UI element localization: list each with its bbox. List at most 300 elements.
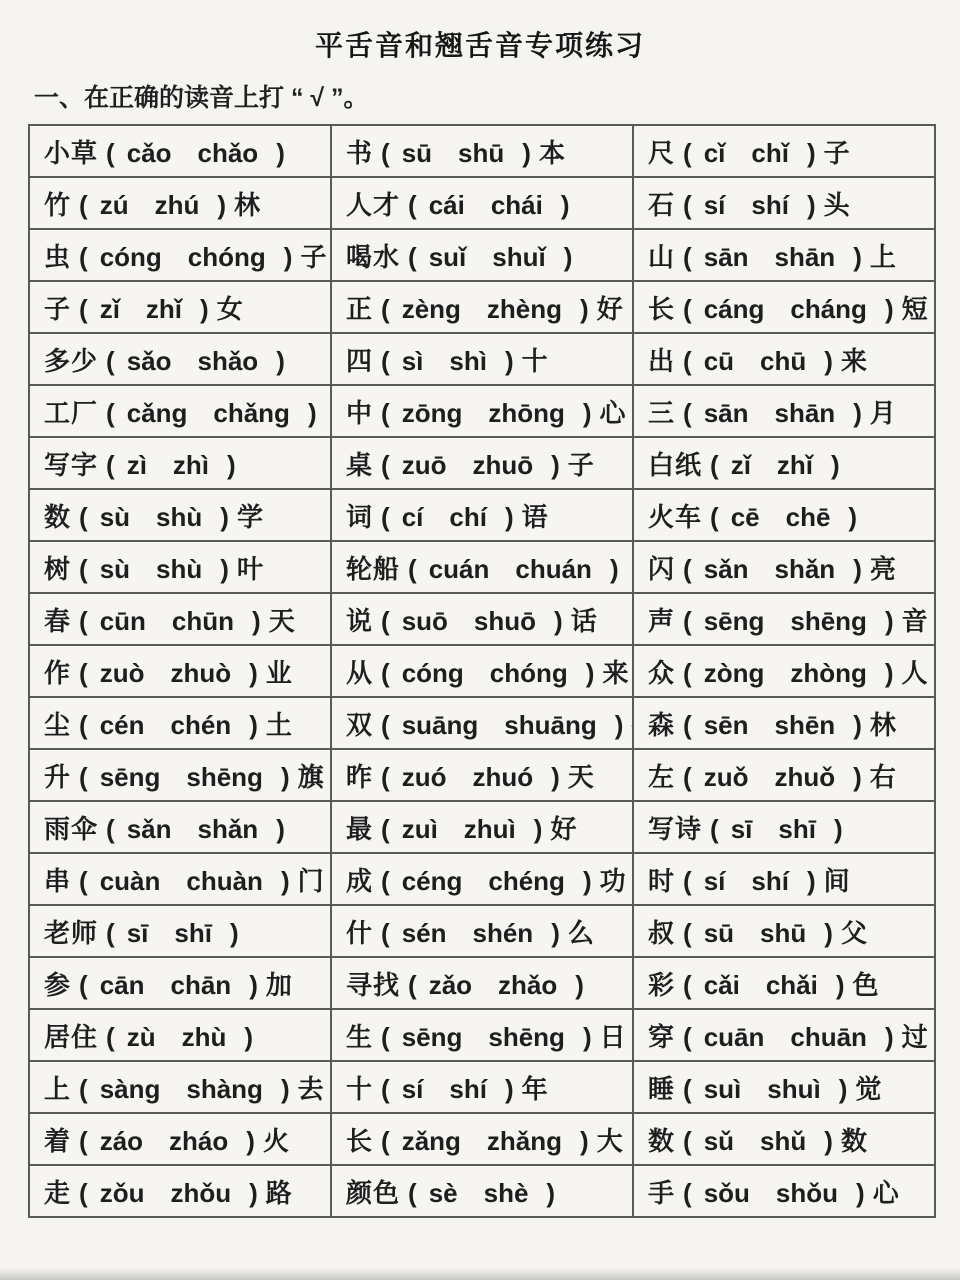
hanzi-suffix: 林 xyxy=(234,189,261,220)
pinyin-option-2: zhuǒ xyxy=(774,761,836,792)
table-row xyxy=(29,1165,935,1217)
paren-open: ( xyxy=(106,449,115,480)
exercise-cell xyxy=(331,905,633,957)
pinyin-option-2: zhú xyxy=(154,189,200,220)
paren-close: ) xyxy=(585,657,595,688)
hanzi-prefix: 词 xyxy=(346,501,374,532)
exercise-cell xyxy=(331,1061,633,1113)
pinyin-exercise-table xyxy=(28,124,936,1218)
paren-close: ) xyxy=(582,865,592,896)
hanzi-prefix: 着 xyxy=(44,1125,72,1156)
table-row xyxy=(29,1061,935,1113)
pinyin-option-1: sí xyxy=(703,865,726,896)
exercise-cell xyxy=(633,541,935,593)
hanzi-suffix: 去 xyxy=(297,1073,324,1104)
pinyin-option-2: zhǎo xyxy=(498,969,558,1000)
hanzi-prefix: 桌 xyxy=(346,449,374,480)
paren-open: ( xyxy=(79,1125,88,1156)
paren-open: ( xyxy=(381,501,390,532)
paren-open: ( xyxy=(381,709,390,740)
paren-close: ) xyxy=(575,969,584,1000)
pinyin-option-2: shén xyxy=(472,917,534,948)
paren-close: ) xyxy=(551,917,560,948)
exercise-cell xyxy=(633,957,935,1009)
hanzi-suffix: 心 xyxy=(599,397,626,428)
exercise-cell xyxy=(331,801,633,853)
exercise-cell xyxy=(331,749,633,801)
hanzi-suffix: 大 xyxy=(596,1125,623,1156)
hanzi-suffix: 好 xyxy=(596,293,623,324)
hanzi-prefix: 作 xyxy=(44,657,72,688)
hanzi-suffix: 间 xyxy=(823,865,850,896)
hanzi-prefix: 十 xyxy=(346,1073,374,1104)
hanzi-prefix: 出 xyxy=(648,345,676,376)
pinyin-option-1: sǎo xyxy=(126,345,172,376)
pinyin-option-1: sǎn xyxy=(126,813,172,844)
pinyin-option-1: cǎo xyxy=(126,137,172,168)
paren-open: ( xyxy=(710,449,719,480)
exercise-cell xyxy=(331,645,633,697)
pinyin-option-1: zì xyxy=(126,449,147,480)
pinyin-option-2: shǒu xyxy=(775,1177,839,1208)
paren-close: ) xyxy=(582,1021,592,1052)
paren-close: ) xyxy=(831,449,840,480)
paren-close: ) xyxy=(522,137,531,168)
pinyin-option-1: cóng xyxy=(99,241,162,272)
paren-close: ) xyxy=(833,813,843,844)
exercise-cell xyxy=(29,177,331,229)
paren-close: ) xyxy=(806,137,816,168)
pinyin-option-1: zǒu xyxy=(99,1177,145,1208)
exercise-cell xyxy=(29,229,331,281)
pinyin-option-2: zhèng xyxy=(486,293,563,324)
paren-open: ( xyxy=(381,1125,390,1156)
paren-open: ( xyxy=(683,241,692,272)
exercise-cell xyxy=(633,905,935,957)
hanzi-prefix: 尺 xyxy=(648,137,676,168)
pinyin-option-2: chuàn xyxy=(186,865,263,896)
pinyin-option-1: sí xyxy=(401,1073,424,1104)
paren-close: ) xyxy=(276,137,285,168)
paren-close: ) xyxy=(806,189,816,220)
pinyin-option-2: zháo xyxy=(169,1125,229,1156)
pinyin-option-2: shuō xyxy=(473,605,537,636)
pinyin-option-1: sǔ xyxy=(703,1125,735,1156)
exercise-cell xyxy=(331,1009,633,1061)
table-row xyxy=(29,645,935,697)
hanzi-suffix: 来 xyxy=(602,657,629,688)
exercise-cell xyxy=(29,385,331,437)
paren-open: ( xyxy=(683,1073,692,1104)
paren-close: ) xyxy=(563,241,573,272)
pinyin-option-1: zèng xyxy=(401,293,461,324)
pinyin-option-2: chūn xyxy=(171,605,235,636)
pinyin-option-1: zuó xyxy=(401,761,447,792)
hanzi-prefix: 声 xyxy=(648,605,676,636)
pinyin-option-2: zhǐ xyxy=(776,449,814,480)
pinyin-option-2: zhì xyxy=(172,449,210,480)
pinyin-option-1: záo xyxy=(99,1125,144,1156)
paren-close: ) xyxy=(580,1125,589,1156)
pinyin-option-2: zhuì xyxy=(463,813,516,844)
pinyin-option-1: sù xyxy=(99,501,131,532)
paren-close: ) xyxy=(824,345,833,376)
hanzi-prefix: 火车 xyxy=(648,501,703,532)
pinyin-option-2: shuì xyxy=(767,1073,821,1104)
hanzi-prefix: 森 xyxy=(648,709,676,740)
paren-close: ) xyxy=(848,501,858,532)
hanzi-prefix: 三 xyxy=(648,397,676,428)
pinyin-option-2: shù xyxy=(156,553,203,584)
paren-close: ) xyxy=(504,501,514,532)
pinyin-option-1: zǐ xyxy=(99,293,120,324)
pinyin-option-2: chí xyxy=(449,501,487,532)
paren-open: ( xyxy=(683,1125,692,1156)
hanzi-prefix: 数 xyxy=(648,1125,676,1156)
paren-open: ( xyxy=(79,605,88,636)
exercise-cell xyxy=(633,229,935,281)
hanzi-prefix: 白纸 xyxy=(648,449,703,480)
hanzi-suffix: 色 xyxy=(852,969,879,1000)
paren-open: ( xyxy=(381,1021,390,1052)
pinyin-option-1: cǎng xyxy=(126,397,188,428)
pinyin-option-1: zuō xyxy=(401,449,447,480)
exercise-cell xyxy=(633,125,935,177)
pinyin-option-2: chē xyxy=(785,501,831,532)
table-row xyxy=(29,1113,935,1165)
pinyin-option-2: shān xyxy=(774,397,836,428)
pinyin-option-1: suì xyxy=(703,1073,742,1104)
pinyin-option-2: shēng xyxy=(186,761,263,792)
pinyin-option-2: zhǎng xyxy=(486,1125,563,1156)
table-row xyxy=(29,541,935,593)
paren-close: ) xyxy=(283,241,293,272)
hanzi-prefix: 山 xyxy=(648,241,676,272)
exercise-cell xyxy=(633,1113,935,1165)
hanzi-suffix: 亮 xyxy=(869,553,896,584)
paren-open: ( xyxy=(79,241,88,272)
paren-open: ( xyxy=(106,813,115,844)
hanzi-prefix: 长 xyxy=(648,293,676,324)
hanzi-prefix: 多少 xyxy=(44,345,99,376)
paren-open: ( xyxy=(106,345,115,376)
paren-close: ) xyxy=(249,709,258,740)
paren-close: ) xyxy=(546,1177,556,1208)
paren-close: ) xyxy=(551,761,560,792)
pinyin-option-1: cí xyxy=(401,501,424,532)
pinyin-option-2: shí xyxy=(449,1073,487,1104)
paren-close: ) xyxy=(582,397,592,428)
exercise-cell xyxy=(29,593,331,645)
pinyin-option-1: cǐ xyxy=(703,137,726,168)
hanzi-prefix: 居住 xyxy=(44,1021,99,1052)
exercise-cell xyxy=(29,645,331,697)
hanzi-prefix: 叔 xyxy=(648,917,676,948)
paren-open: ( xyxy=(683,917,692,948)
pinyin-option-2: chái xyxy=(490,189,543,220)
pinyin-option-1: zú xyxy=(99,189,129,220)
exercise-table-body xyxy=(29,125,935,1217)
exercise-cell xyxy=(633,1061,935,1113)
pinyin-option-2: shuǐ xyxy=(492,241,546,272)
hanzi-suffix: 土 xyxy=(265,709,292,740)
paren-close: ) xyxy=(227,449,236,480)
paren-close: ) xyxy=(853,553,862,584)
hanzi-suffix: 来 xyxy=(840,345,867,376)
hanzi-prefix: 从 xyxy=(346,657,374,688)
hanzi-prefix: 什 xyxy=(346,917,374,948)
pinyin-option-2: shēng xyxy=(790,605,867,636)
paren-close: ) xyxy=(220,501,229,532)
paren-open: ( xyxy=(381,813,390,844)
exercise-cell xyxy=(29,437,331,489)
pinyin-option-2: cháng xyxy=(790,293,867,324)
pinyin-option-1: zuǒ xyxy=(703,761,749,792)
paren-open: ( xyxy=(683,865,692,896)
pinyin-option-2: shàng xyxy=(186,1073,263,1104)
pinyin-option-1: sēng xyxy=(99,761,161,792)
pinyin-option-1: sū xyxy=(703,917,735,948)
exercise-cell xyxy=(29,541,331,593)
hanzi-prefix: 串 xyxy=(44,865,72,896)
paren-close: ) xyxy=(554,605,563,636)
pinyin-option-1: sān xyxy=(703,241,749,272)
hanzi-suffix: 右 xyxy=(869,761,896,792)
exercise-cell xyxy=(331,489,633,541)
paren-open: ( xyxy=(683,709,692,740)
hanzi-prefix: 寻找 xyxy=(346,969,401,1000)
pinyin-option-1: zuò xyxy=(99,657,145,688)
hanzi-suffix: 话 xyxy=(570,605,597,636)
hanzi-prefix: 昨 xyxy=(346,761,374,792)
exercise-cell xyxy=(29,801,331,853)
exercise-cell xyxy=(633,281,935,333)
paren-open: ( xyxy=(408,969,417,1000)
paren-close: ) xyxy=(824,917,833,948)
hanzi-prefix: 树 xyxy=(44,553,72,584)
paren-open: ( xyxy=(106,137,115,168)
paren-close: ) xyxy=(307,397,317,428)
pinyin-option-1: zǎo xyxy=(428,969,473,1000)
hanzi-suffix: 子 xyxy=(300,241,327,272)
paren-close: ) xyxy=(560,189,570,220)
exercise-cell xyxy=(29,905,331,957)
paren-open: ( xyxy=(683,1021,692,1052)
exercise-cell xyxy=(633,697,935,749)
hanzi-suffix: 子 xyxy=(567,449,594,480)
hanzi-suffix: 过 xyxy=(901,1021,928,1052)
hanzi-suffix: 头 xyxy=(823,189,850,220)
exercise-cell xyxy=(633,593,935,645)
hanzi-suffix: 十 xyxy=(521,345,548,376)
exercise-cell xyxy=(331,541,633,593)
pinyin-option-1: sēng xyxy=(703,605,765,636)
exercise-cell xyxy=(331,125,633,177)
pinyin-option-2: shǎn xyxy=(774,553,836,584)
paren-close: ) xyxy=(551,449,560,480)
hanzi-suffix: 旗 xyxy=(297,761,324,792)
paren-open: ( xyxy=(79,709,88,740)
paren-open: ( xyxy=(683,137,692,168)
paren-open: ( xyxy=(106,1021,115,1052)
hanzi-prefix: 数 xyxy=(44,501,72,532)
paren-open: ( xyxy=(710,813,719,844)
pinyin-option-2: shǔ xyxy=(760,1125,807,1156)
hanzi-suffix: 门 xyxy=(297,865,324,896)
paren-open: ( xyxy=(79,761,88,792)
exercise-cell xyxy=(633,333,935,385)
hanzi-suffix: 火 xyxy=(262,1125,289,1156)
exercise-cell xyxy=(29,853,331,905)
pinyin-option-1: cē xyxy=(730,501,760,532)
hanzi-prefix: 成 xyxy=(346,865,374,896)
photo-bottom-edge xyxy=(0,1268,960,1280)
pinyin-option-1: sù xyxy=(99,553,131,584)
hanzi-suffix: 语 xyxy=(521,501,548,532)
pinyin-option-1: sì xyxy=(401,345,424,376)
exercise-cell xyxy=(331,437,633,489)
pinyin-option-2: shū xyxy=(760,917,807,948)
paren-open: ( xyxy=(683,605,692,636)
instruction-text: 一、在正确的读音上打 “ √ ”。 xyxy=(34,84,369,112)
paren-open: ( xyxy=(408,553,417,584)
pinyin-option-2: zhǐ xyxy=(145,293,183,324)
hanzi-prefix: 参 xyxy=(44,969,72,1000)
pinyin-option-2: zhù xyxy=(181,1021,227,1052)
pinyin-option-1: sī xyxy=(730,813,753,844)
paren-close: ) xyxy=(853,761,862,792)
pinyin-option-1: sēn xyxy=(703,709,749,740)
table-row xyxy=(29,437,935,489)
pinyin-option-2: shuāng xyxy=(504,709,597,740)
paren-close: ) xyxy=(838,1073,848,1104)
pinyin-option-1: zuì xyxy=(401,813,438,844)
paren-close: ) xyxy=(229,917,239,948)
hanzi-prefix: 喝水 xyxy=(346,241,401,272)
paren-close: ) xyxy=(246,1125,255,1156)
paren-open: ( xyxy=(381,917,390,948)
pinyin-option-2: zhuò xyxy=(170,657,232,688)
hanzi-prefix: 上 xyxy=(44,1073,72,1104)
hanzi-suffix: 年 xyxy=(521,1073,548,1104)
paren-open: ( xyxy=(683,761,692,792)
paren-close: ) xyxy=(853,241,862,272)
paren-close: ) xyxy=(252,605,261,636)
paren-close: ) xyxy=(280,865,290,896)
paren-open: ( xyxy=(408,241,417,272)
pinyin-option-2: zhòng xyxy=(790,657,867,688)
hanzi-prefix: 最 xyxy=(346,813,374,844)
hanzi-suffix: 月 xyxy=(869,397,896,428)
pinyin-option-1: suǐ xyxy=(428,241,467,272)
pinyin-option-1: cuán xyxy=(428,553,490,584)
hanzi-prefix: 书 xyxy=(346,137,374,168)
pinyin-option-1: cái xyxy=(428,189,465,220)
hanzi-prefix: 子 xyxy=(44,293,72,324)
pinyin-option-2: shè xyxy=(483,1177,529,1208)
hanzi-prefix: 颜色 xyxy=(346,1177,401,1208)
paren-close: ) xyxy=(276,813,285,844)
hanzi-suffix: 叶 xyxy=(236,553,263,584)
paren-close: ) xyxy=(806,865,816,896)
paren-open: ( xyxy=(79,865,88,896)
pinyin-option-1: sàng xyxy=(99,1073,161,1104)
hanzi-suffix: 人 xyxy=(901,657,928,688)
pinyin-option-1: sēng xyxy=(401,1021,463,1052)
exercise-cell xyxy=(331,957,633,1009)
table-row xyxy=(29,333,935,385)
hanzi-prefix: 睡 xyxy=(648,1073,676,1104)
pinyin-option-2: shǎn xyxy=(197,813,259,844)
pinyin-option-1: sǒu xyxy=(703,1177,750,1208)
pinyin-option-1: céng xyxy=(401,865,463,896)
hanzi-prefix: 写字 xyxy=(44,449,99,480)
pinyin-option-1: cuàn xyxy=(99,865,161,896)
paren-close: ) xyxy=(280,1073,290,1104)
hanzi-prefix: 春 xyxy=(44,605,72,636)
paren-close: ) xyxy=(504,1073,514,1104)
exercise-cell xyxy=(29,1113,331,1165)
hanzi-prefix: 左 xyxy=(648,761,676,792)
exercise-cell xyxy=(633,1165,935,1217)
pinyin-option-1: sén xyxy=(401,917,447,948)
exercise-cell xyxy=(29,1061,331,1113)
table-row xyxy=(29,853,935,905)
pinyin-option-1: cǎi xyxy=(703,969,740,1000)
paren-open: ( xyxy=(408,1177,417,1208)
exercise-cell xyxy=(331,1113,633,1165)
exercise-cell xyxy=(633,1009,935,1061)
paren-open: ( xyxy=(683,657,692,688)
pinyin-option-1: cuān xyxy=(703,1021,765,1052)
hanzi-suffix: 天 xyxy=(268,605,295,636)
paren-open: ( xyxy=(79,501,88,532)
table-row xyxy=(29,1009,935,1061)
exercise-cell xyxy=(331,281,633,333)
paren-close: ) xyxy=(853,397,862,428)
paren-open: ( xyxy=(79,293,88,324)
pinyin-option-2: chān xyxy=(170,969,232,1000)
paren-open: ( xyxy=(106,917,115,948)
paren-close: ) xyxy=(884,1021,894,1052)
hanzi-suffix: 林 xyxy=(869,709,896,740)
hanzi-suffix: 天 xyxy=(567,761,594,792)
paren-open: ( xyxy=(683,293,692,324)
paren-open: ( xyxy=(381,345,390,376)
exercise-cell xyxy=(29,749,331,801)
exercise-cell xyxy=(29,697,331,749)
hanzi-prefix: 众 xyxy=(648,657,676,688)
exercise-cell xyxy=(331,177,633,229)
paren-open: ( xyxy=(381,605,390,636)
hanzi-suffix: 父 xyxy=(840,917,867,948)
exercise-cell xyxy=(29,489,331,541)
pinyin-option-1: sī xyxy=(126,917,149,948)
exercise-cell xyxy=(331,1165,633,1217)
paren-close: ) xyxy=(884,657,894,688)
hanzi-prefix: 时 xyxy=(648,865,676,896)
pinyin-option-1: cén xyxy=(99,709,145,740)
pinyin-option-1: cān xyxy=(99,969,145,1000)
pinyin-option-1: zòng xyxy=(703,657,765,688)
hanzi-prefix: 长 xyxy=(346,1125,374,1156)
exercise-cell xyxy=(633,801,935,853)
paren-open: ( xyxy=(79,553,88,584)
paren-open: ( xyxy=(683,969,692,1000)
paren-close: ) xyxy=(884,293,894,324)
paren-open: ( xyxy=(683,345,692,376)
exercise-cell xyxy=(29,1009,331,1061)
